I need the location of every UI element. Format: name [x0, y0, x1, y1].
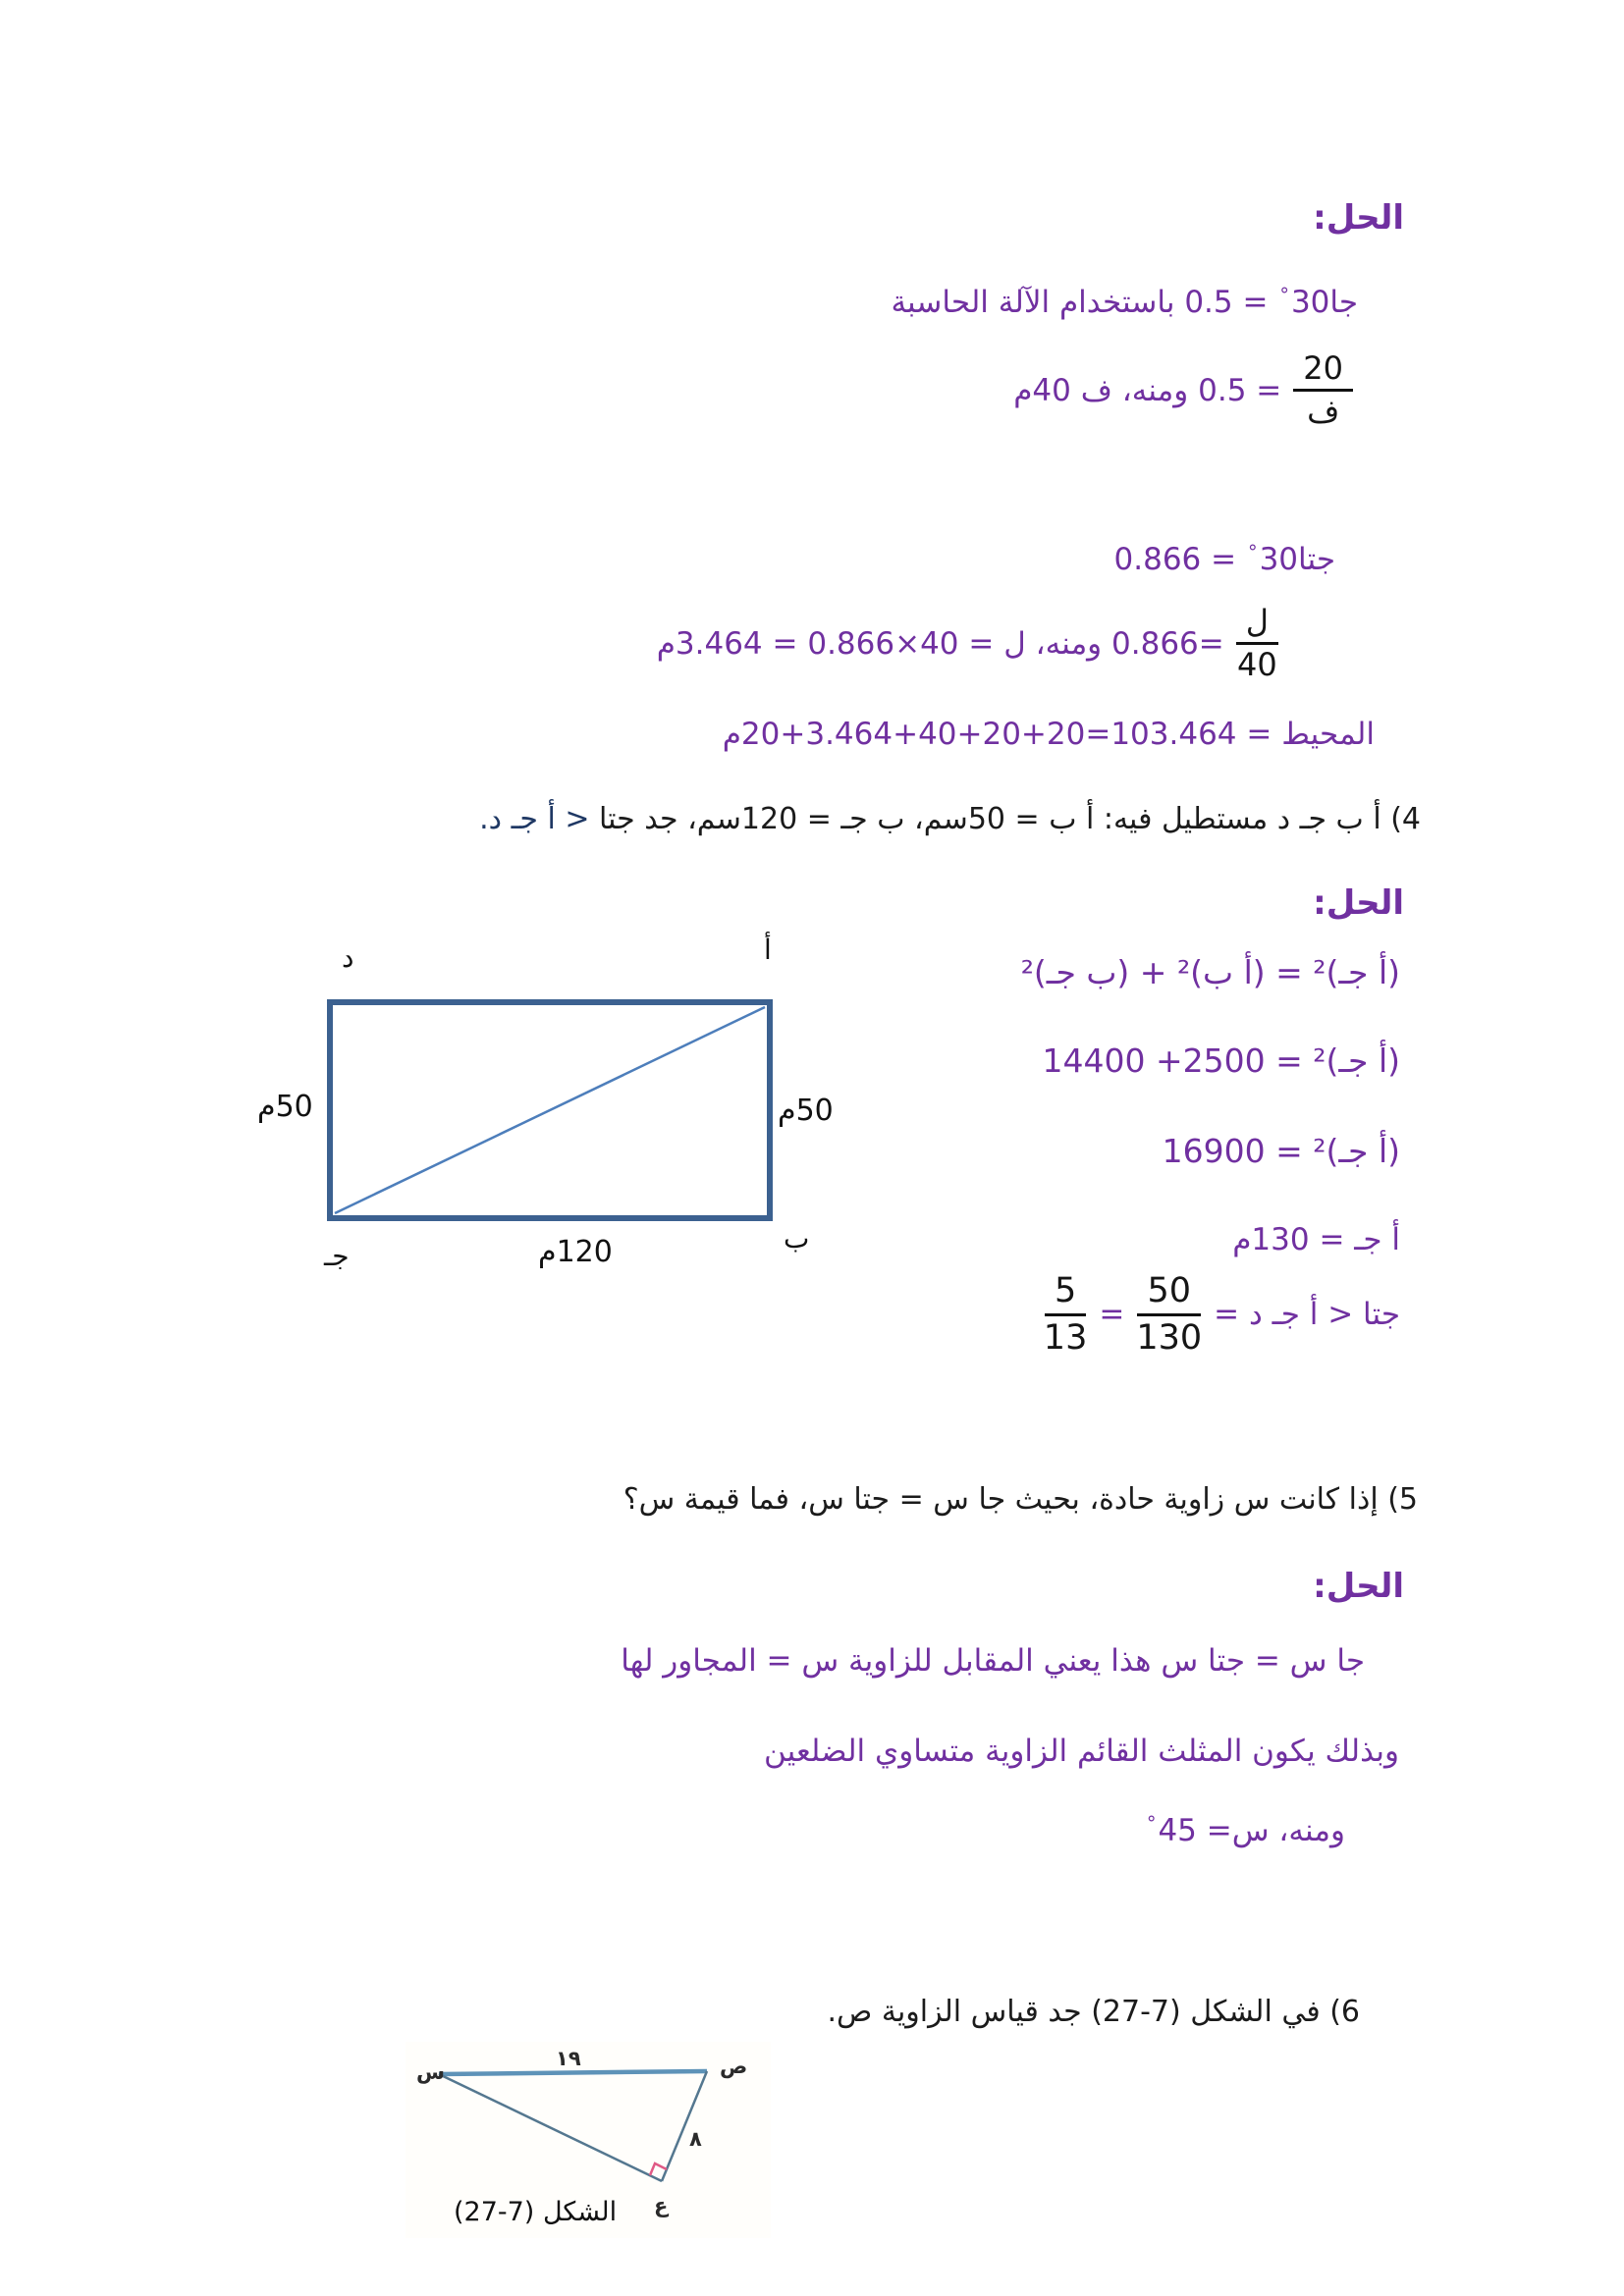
figure-caption-number: (27-7)	[454, 2197, 535, 2227]
pythagoras-equation-1: (أ جـ)² = (أ ب)² + (ب جـ)²	[1020, 953, 1400, 991]
fraction-denominator: 40	[1237, 646, 1277, 684]
cosine-result-lhs: جتا < أ جـ د =	[1214, 1296, 1400, 1332]
perimeter-unit: م	[722, 717, 741, 752]
rectangle-diagonal-line	[335, 1007, 765, 1213]
pythagoras-equation-3: (أ جـ)² = 16900	[1162, 1132, 1400, 1170]
triangle-vertex-label-sad: ص	[720, 2055, 748, 2078]
solution-heading-1: الحل:	[1313, 198, 1404, 238]
sin-rhs: = 0.5 باستخدام الآلة الحاسبة	[891, 285, 1269, 320]
problem-4-text: 4) أ ب جـ د مستطيل فيه: أ ب = 50سم، ب جـ = 120سم، جد جتا	[589, 802, 1421, 836]
fraction-50-over-130	[1136, 1272, 1202, 1357]
figure-caption-label: الشكل	[534, 2197, 618, 2227]
problem-4-angle: < أ جـ د.	[479, 802, 590, 836]
fraction-20-over-f	[1293, 351, 1353, 429]
cos-rhs: = 0.866	[1113, 542, 1237, 577]
solution-5-result: ومنه، س= 45	[1158, 1813, 1345, 1848]
fraction-numerator: 5	[1045, 1272, 1086, 1316]
triangle-vertex-label-seen: س	[416, 2060, 445, 2084]
degree-symbol: °	[1279, 283, 1289, 306]
rect-vertex-label-j: جـ	[324, 1240, 350, 1272]
fraction-numerator: 20	[1293, 351, 1353, 392]
cos-line	[1114, 540, 1335, 579]
pythagoras-equation-2	[1043, 1041, 1400, 1083]
triangle-left-edge	[439, 2074, 662, 2181]
rectangle-diagonal-svg	[333, 1005, 767, 1215]
degree-symbol: °	[1146, 1811, 1157, 1835]
fraction-5-over-13	[1044, 1272, 1088, 1357]
perimeter-label: المحيط =	[1246, 717, 1375, 752]
rect-left-side-length: 50م	[257, 1090, 313, 1124]
equals-sign: =	[1099, 1296, 1125, 1332]
sin-lhs: جا30	[1290, 285, 1358, 320]
solution-5-explanation: هذا يعني المقابل للزاوية س = المجاور لها	[621, 1643, 1152, 1679]
solution-heading-3: الحل:	[1313, 1567, 1404, 1606]
problem-4-question	[479, 800, 1421, 838]
fraction-denominator: 13	[1043, 1317, 1088, 1358]
rect-bottom-side-length: 120م	[538, 1235, 613, 1269]
cos-lhs: جتا30	[1259, 542, 1335, 577]
perimeter-line	[723, 715, 1375, 754]
perimeter-expression: 20+3.464+40+20+20=103.464	[740, 717, 1237, 752]
rect-vertex-label-d: د	[342, 941, 354, 974]
solution-5-identity: جا س = جتا س	[1161, 1643, 1365, 1679]
f-equation-text: = 0.5 ومنه، ف 40م	[1013, 372, 1282, 408]
problem-6-text-post: جد قياس الزاوية ص.	[827, 1995, 1082, 2029]
fraction-numerator: ل	[1236, 605, 1278, 645]
cosine-result-line	[1044, 1272, 1400, 1357]
problem-5-solution-line-1	[621, 1641, 1406, 1681]
equation-2-lhs: (أ جـ)² =	[1275, 1041, 1400, 1080]
triangle-right-length-label: ٨	[689, 2127, 702, 2151]
fraction-denominator: ف	[1307, 393, 1340, 431]
sin-line	[891, 283, 1358, 322]
problem-6-question	[828, 1993, 1360, 2031]
fraction-denominator: 130	[1136, 1317, 1203, 1358]
l-equation-text: =0.866 ومنه، ل = 40×0.866 = 3.464م	[656, 625, 1224, 662]
rect-vertex-label-b: ب	[784, 1222, 810, 1255]
problem-5-question: 5) إذا كانت س زاوية حادة، بحيث جا س = جتا س، فما قيمة س؟	[623, 1482, 1418, 1517]
solution-heading-2: الحل:	[1313, 883, 1404, 923]
l-equation-line	[657, 605, 1278, 682]
rect-right-side-length: 50م	[778, 1094, 834, 1128]
problem-5-solution-line-3	[1145, 1811, 1345, 1850]
problem-5-solution-line-2: وبذلك يكون المثلث القائم الزاوية متساوي الضلعين	[764, 1734, 1399, 1769]
degree-symbol: °	[1247, 540, 1258, 563]
triangle-vertex-label-ain: ع	[654, 2194, 669, 2217]
rect-vertex-label-a: أ	[764, 934, 772, 966]
figure-caption	[454, 2195, 617, 2229]
equation-2-sum: 14400 +2500	[1042, 1041, 1266, 1080]
fraction-numerator: 50	[1137, 1272, 1201, 1316]
problem-6-text-pre: 6) في الشكل	[1180, 1995, 1360, 2029]
problem-6-figure-number: (27-7)	[1091, 1995, 1181, 2029]
fraction-l-over-40	[1236, 605, 1278, 682]
triangle-top-length-label: ١٩	[556, 2047, 581, 2070]
rectangle-diagram	[327, 999, 773, 1221]
f-equation-line	[1013, 351, 1353, 429]
diagonal-length-line: أ جـ = 130م	[1232, 1222, 1400, 1257]
